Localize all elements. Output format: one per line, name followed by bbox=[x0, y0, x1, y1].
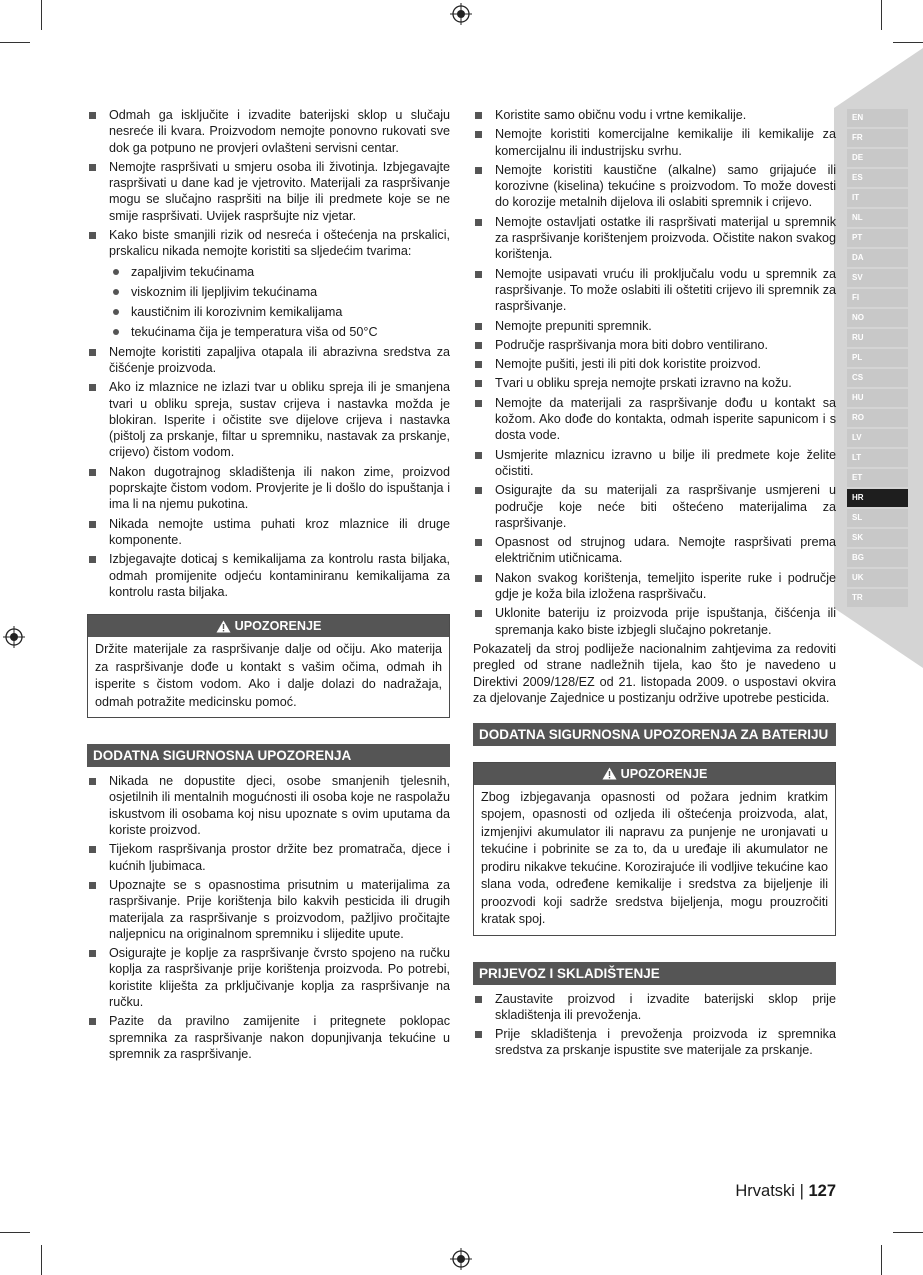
list-item: Nemojte usipavati vruću ili proključalu vodu u spremnik za raspršivanje. To može oslabiti ili oštetiti crijevo ili spremnik za raspršivanje. bbox=[473, 266, 836, 315]
list-item: Nakon svakog korištenja, temeljito isperite ruke i područje gdje je koža bila izložena raspršivaču. bbox=[473, 570, 836, 603]
list-item: Nikada nemojte ustima puhati kroz mlaznice ili druge komponente. bbox=[87, 516, 450, 549]
left-column bbox=[87, 107, 450, 1065]
tab-sv[interactable]: SV bbox=[847, 269, 908, 287]
page-footer bbox=[735, 1182, 836, 1201]
list-item: Nemojte koristiti komercijalne kemikalije ili kemikalije za komercijalnu ili industrijsku svrhu. bbox=[473, 126, 836, 159]
list-item: Nemojte da materijali za raspršivanje dođu u kontakt sa kožom. Ako dođe do kontakta, odmah isperite sapunicom i s dosta vode. bbox=[473, 395, 836, 444]
list-item: Izbjegavajte doticaj s kemikalijama za kontrolu rasta biljaka, odmah promijenite odjeću kontaminiranu kemikalijama za kontrolu rasta biljaka. bbox=[87, 551, 450, 600]
footer-language: Hrvatski bbox=[735, 1182, 795, 1200]
tab-pl[interactable]: PL bbox=[847, 349, 908, 367]
list-item: Ako iz mlaznice ne izlazi tvar u obliku spreja ili je smanjena tvari u obliku spreja, sustav crijeva i nastavka možda je blokiran. Isperite i očistite sve dijelove crijeva i nastavka (pištolj za prskanje, filtar u spremniku, nastavak za prskanje, crijevo) čistom vodom. bbox=[87, 379, 450, 460]
substance-sublist bbox=[109, 264, 450, 340]
list-item bbox=[87, 227, 450, 340]
page-number: 127 bbox=[808, 1182, 836, 1200]
list-item: Nikada ne dopustite djeci, osobe smanjenih tjelesnih, osjetilnih ili mentalnih mogućnosti ili osoba koje ne raspolažu iskustvom ili osobama koj nisu upoznate s ovim uputama da koriste proizvod. bbox=[87, 773, 450, 838]
list-item: Zaustavite proizvod i izvadite baterijski sklop prije skladištenja ili prevoženja. bbox=[473, 991, 836, 1024]
section-heading: DODATNA SIGURNOSNA UPOZORENJA bbox=[87, 744, 450, 767]
tab-lv[interactable]: LV bbox=[847, 429, 908, 447]
tab-hr[interactable]: HR bbox=[847, 489, 908, 507]
list-item: Nakon dugotrajnog skladištenja ili nakon zime, proizvod poprskajte čistom vodom. Provjerite je li došlo do ispuštanja i ima li na njemu pukotina. bbox=[87, 464, 450, 513]
list-item: Uklonite bateriju iz proizvoda prije ispuštanja, čišćenja ili spremanja kako biste izbjegli slučajno pokretanje. bbox=[473, 605, 836, 638]
directive-paragraph: Pokazatelj da stroj podliježe nacionalnim zahtjevima za redoviti pregled od strane nadležnih tijela, kao što je navedeno u Direktivi 2009/128/EZ od 21. listopada 2009. o uspostavi okvira za djelovanje Zajednice u postizanju održive upotrebe pesticida. bbox=[473, 641, 836, 706]
tab-ro[interactable]: RO bbox=[847, 409, 908, 427]
warning-triangle-icon bbox=[602, 767, 617, 780]
tab-et[interactable]: ET bbox=[847, 469, 908, 487]
tab-da[interactable]: DA bbox=[847, 249, 908, 267]
tab-lt[interactable]: LT bbox=[847, 449, 908, 467]
tab-fr[interactable]: FR bbox=[847, 129, 908, 147]
tab-no[interactable]: NO bbox=[847, 309, 908, 327]
list-item: Prije skladištenja i prevoženja proizvoda iz spremnika sredstva za prskanje ispustite sve materijale za prskanje. bbox=[473, 1026, 836, 1059]
registration-mark-icon bbox=[450, 3, 472, 25]
additional-safety-list bbox=[87, 773, 450, 1062]
warning-header bbox=[474, 763, 835, 785]
crop-mark bbox=[881, 1245, 882, 1275]
tab-sk[interactable]: SK bbox=[847, 529, 908, 547]
tab-it[interactable]: IT bbox=[847, 189, 908, 207]
tab-pt[interactable]: PT bbox=[847, 229, 908, 247]
list-item: Područje raspršivanja mora biti dobro ventilirano. bbox=[473, 337, 836, 353]
crop-mark bbox=[881, 0, 882, 30]
tab-cs[interactable]: CS bbox=[847, 369, 908, 387]
list-item: Usmjerite mlaznicu izravno u bilje ili predmete koje želite očistiti. bbox=[473, 447, 836, 480]
tab-bg[interactable]: BG bbox=[847, 549, 908, 567]
list-item: Nemojte koristiti zapaljiva otapala ili abrazivna sredstva za čišćenje proizvoda. bbox=[87, 344, 450, 377]
warning-title: UPOZORENJE bbox=[234, 619, 322, 634]
tab-ru[interactable]: RU bbox=[847, 329, 908, 347]
list-item: Nemojte pušiti, jesti ili piti dok koristite proizvod. bbox=[473, 356, 836, 372]
registration-mark-icon bbox=[3, 626, 25, 648]
language-tabs bbox=[847, 109, 908, 609]
list-item: Odmah ga isključite i izvadite baterijski sklop u slučaju nesreće ili kvara. Proizvodom nemojte ponovno rukovati sve dok ga potpuno ne provjeri ovlašteni servisni centar. bbox=[87, 107, 450, 156]
crop-mark bbox=[0, 1232, 30, 1233]
tab-de[interactable]: DE bbox=[847, 149, 908, 167]
warning-box bbox=[87, 614, 450, 718]
list-item: Nemojte ostavljati ostatke ili raspršivati materijal u spremnik za raspršivanje korištenjem proizvoda. Očistite nakon svakog korištenja. bbox=[473, 214, 836, 263]
crop-mark bbox=[41, 0, 42, 30]
transport-list bbox=[473, 991, 836, 1059]
list-item: Tijekom raspršivanja prostor držite bez promatrača, djece i kućnih ljubimaca. bbox=[87, 841, 450, 874]
safety-list-left bbox=[87, 107, 450, 600]
tab-uk[interactable]: UK bbox=[847, 569, 908, 587]
sublist-item: zapaljivim tekućinama bbox=[109, 264, 450, 280]
list-item: Nemojte prepuniti spremnik. bbox=[473, 318, 836, 334]
tab-fi[interactable]: FI bbox=[847, 289, 908, 307]
list-item-text: Kako biste smanjili rizik od nesreća i oštećenja na prskalici, prskalicu nikada nemojte koristiti sa sljedećim tvarima: bbox=[109, 228, 450, 259]
sublist-item: tekućinama čija je temperatura viša od 50°C bbox=[109, 324, 450, 340]
list-item: Osigurajte da su materijali za raspršivanje usmjereni u područje koje neće biti oštećeno materijalima za raspršivanje. bbox=[473, 482, 836, 531]
tab-tr[interactable]: TR bbox=[847, 589, 908, 607]
crop-mark bbox=[893, 42, 923, 43]
list-item: Koristite samo običnu vodu i vrtne kemikalije. bbox=[473, 107, 836, 123]
list-item: Upoznajte se s opasnostima prisutnim u materijalima za raspršivanje. Prije korištenja bilo kakvih pesticida ili drugih materijala za raspršivanje s proizvodom, pažljivo pročitajte naljepnicu na originalnom spremniku i slijedite upute. bbox=[87, 877, 450, 942]
section-heading: PRIJEVOZ I SKLADIŠTENJE bbox=[473, 962, 836, 985]
list-item: Opasnost od strujnog udara. Nemojte raspršivati prema električnim utičnicama. bbox=[473, 534, 836, 567]
crop-mark bbox=[41, 1245, 42, 1275]
tab-sl[interactable]: SL bbox=[847, 509, 908, 527]
list-item: Pazite da pravilno zamijenite i pritegnete poklopac spremnika za raspršivanje nakon dopunjivanja tekućine u spremnik za raspršivanje. bbox=[87, 1013, 450, 1062]
tab-es[interactable]: ES bbox=[847, 169, 908, 187]
footer-separator: | bbox=[799, 1182, 804, 1200]
warning-text: Zbog izbjegavanja opasnosti od požara jednim kratkim spojem, opasnosti od ozljeda ili oštećenja proizvoda, alat, izmjenjivi akumulator ili napravu za punjenje ne uronjavati u tekućine i pobrinite se za to, da u uređaje ili akumulator ne prodiru nikakve tekućine. Korozirajuće ili vodljive tekućine kao slana voda, određene kemikalije i sredstva za bijeljenje ili proozvodi koji sadrže sredstva bijeljenja, mogu prouzročiti kratak spoj. bbox=[481, 789, 828, 927]
warning-text: Držite materijale za raspršivanje dalje od očiju. Ako materija za raspršivanje dođe u kontakt s vašim očima, odmah ih isperite s čistom vodom. Ako i dalje dolazi do nadražaja, odmah potražite medicinsku pomoć. bbox=[95, 642, 442, 709]
sublist-item: viskoznim ili ljepljivim tekućinama bbox=[109, 284, 450, 300]
tab-en[interactable]: EN bbox=[847, 109, 908, 127]
sublist-item: kaustičnim ili korozivnim kemikalijama bbox=[109, 304, 450, 320]
list-item: Nemojte koristiti kaustične (alkalne) samo grijajuće ili korozivne (kiselina) tekućine s proizvodom. To može dovesti do korozije metalnih dijelova ili oslabiti spremnik i crijevo. bbox=[473, 162, 836, 211]
registration-mark-icon bbox=[450, 1248, 472, 1270]
list-item: Tvari u obliku spreja nemojte prskati izravno na kožu. bbox=[473, 375, 836, 391]
right-column bbox=[473, 107, 836, 1062]
warning-box bbox=[473, 762, 836, 936]
tab-nl[interactable]: NL bbox=[847, 209, 908, 227]
list-item: Osigurajte je koplje za raspršivanje čvrsto spojeno na ručku koplja za raspršivanje prije korištenja proizvoda. Po potrebi, koristite kliješta za prključivanje koplja za raspršivanje na ručku. bbox=[87, 945, 450, 1010]
safety-list-right bbox=[473, 107, 836, 638]
warning-header bbox=[88, 615, 449, 637]
list-item: Nemojte raspršivati u smjeru osoba ili životinja. Izbjegavajte raspršivati u dane kad je vjetrovito. Materijali za raspršivanje mogu se slučajno raspršiti na bilje ili predmete koje se ne smije raspršivati. Uvijek raspršujte niz vjetar. bbox=[87, 159, 450, 224]
warning-triangle-icon bbox=[216, 620, 231, 633]
crop-mark bbox=[893, 1232, 923, 1233]
warning-title: UPOZORENJE bbox=[620, 766, 708, 781]
section-heading: DODATNA SIGURNOSNA UPOZORENJA ZA BATERIJU bbox=[473, 723, 836, 746]
tab-hu[interactable]: HU bbox=[847, 389, 908, 407]
crop-mark bbox=[0, 42, 30, 43]
